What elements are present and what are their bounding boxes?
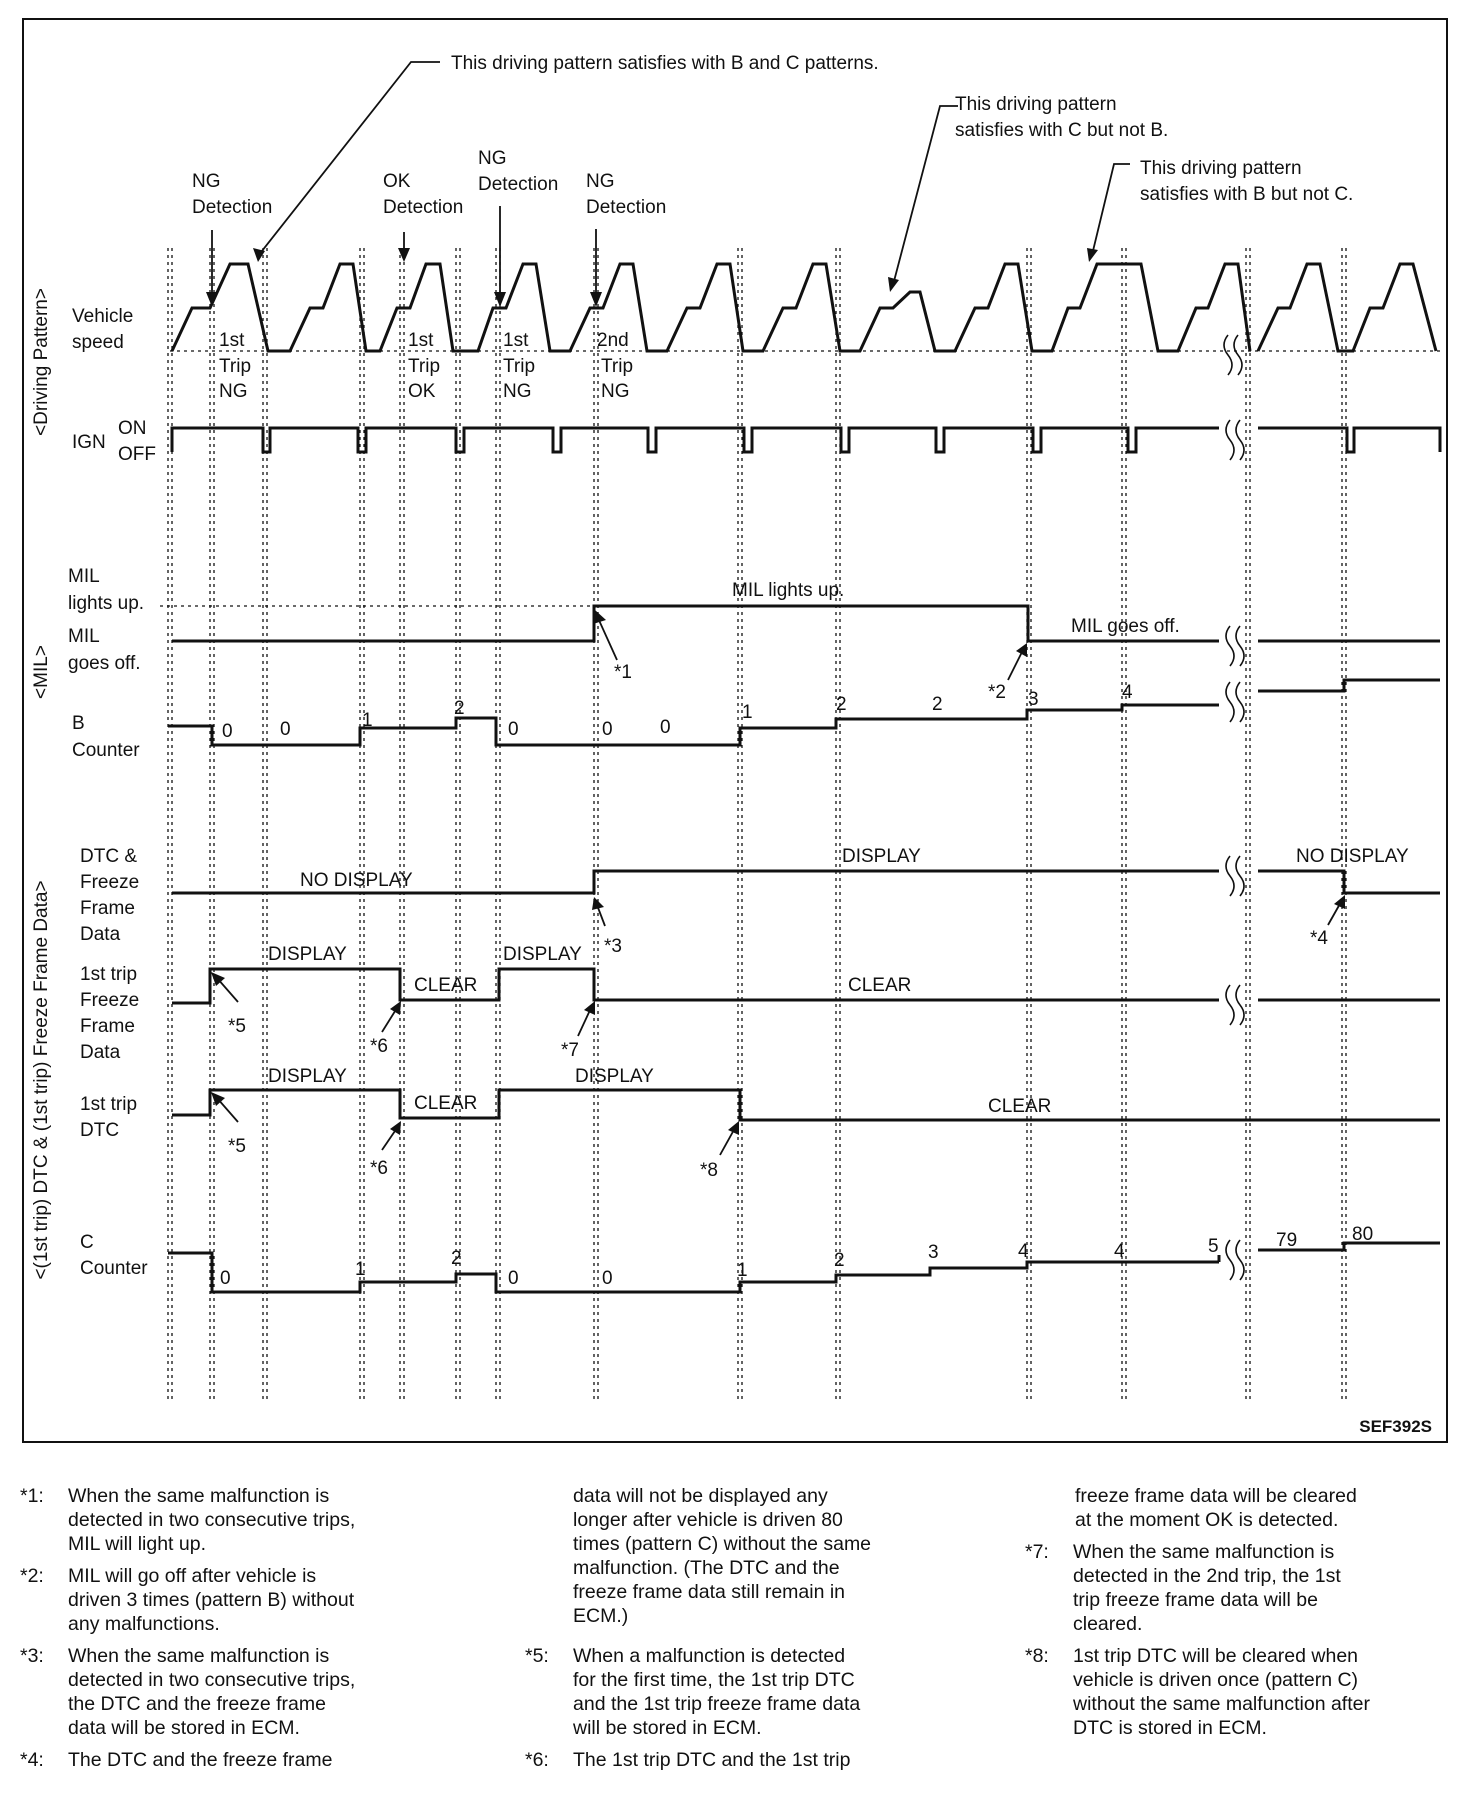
b-value-9: 2 xyxy=(836,694,847,715)
ign-signal xyxy=(172,428,1219,452)
note-2-key: *2: xyxy=(20,1565,44,1587)
ng-detection-3-line2: Detection xyxy=(586,197,667,218)
label-mil-off-1: MIL xyxy=(68,626,100,647)
note-3-line: detected in two consecutive trips, xyxy=(68,1669,356,1691)
trip2-line2: Trip xyxy=(408,356,441,377)
note-4-cont-line: times (pattern C) without the same xyxy=(573,1533,872,1555)
marker-6b: *6 xyxy=(370,1158,388,1179)
note-8-key: *8: xyxy=(1025,1645,1049,1667)
label-mil-off-2: goes off. xyxy=(68,653,141,674)
trip1-line3: NG xyxy=(219,381,248,402)
label-ign: IGN xyxy=(72,432,106,453)
note-4-cont-line: longer after vehicle is driven 80 xyxy=(573,1509,843,1531)
note-7-line: When the same malfunction is xyxy=(1073,1541,1335,1563)
label-fdtc-2: DTC xyxy=(80,1120,120,1141)
label-ign-on: ON xyxy=(118,418,147,439)
ng-detection-2-line2: Detection xyxy=(478,174,559,195)
b-value-4: 2 xyxy=(454,698,465,719)
label-dtc-4: Data xyxy=(80,924,121,945)
note-4-line: The DTC and the freeze frame xyxy=(68,1749,333,1771)
ng-detection-1-line1: NG xyxy=(192,171,221,192)
marker-7: *7 xyxy=(561,1040,579,1061)
label-dtc-2: Freeze xyxy=(80,872,140,893)
note-6-continued xyxy=(1075,1484,1455,1532)
note-7-line: cleared. xyxy=(1073,1613,1143,1635)
label-ff-1: 1st trip xyxy=(80,964,138,985)
marker-3: *3 xyxy=(604,936,622,957)
ign-signal-after-break xyxy=(1258,428,1440,452)
trip3-line1: 1st xyxy=(503,330,529,351)
c-value-5: 0 xyxy=(602,1268,613,1289)
note-7-key: *7: xyxy=(1025,1541,1049,1563)
trip4-line1: 2nd xyxy=(597,330,629,351)
note-7-line: detected in the 2nd trip, the 1st xyxy=(1073,1565,1341,1587)
ng-detection-2-line1: NG xyxy=(478,148,507,169)
note-8-line: vehicle is driven once (pattern C) xyxy=(1073,1669,1359,1691)
note-2-line: MIL will go off after vehicle is xyxy=(68,1565,317,1587)
c-counter-values xyxy=(220,1224,1373,1289)
note-3-line: When the same malfunction is xyxy=(68,1645,330,1667)
marker-1: *1 xyxy=(614,662,632,683)
note-5-line: and the 1st trip freeze frame data xyxy=(573,1693,861,1715)
state-mil-lights-up: MIL lights up. xyxy=(732,580,845,601)
state-fdtc-display: DISPLAY xyxy=(268,1066,347,1087)
note-6-line: The 1st trip DTC and the 1st trip xyxy=(573,1749,851,1771)
state-dtc-no-display-2: NO DISPLAY xyxy=(1296,846,1409,867)
label-mil-up-2: lights up. xyxy=(68,593,145,614)
trip4-line2: Trip xyxy=(601,356,634,377)
state-ff-clear-2: CLEAR xyxy=(848,975,912,996)
note-2-line: driven 3 times (pattern B) without xyxy=(68,1589,355,1611)
group-driving-pattern: <Driving Pattern> xyxy=(31,288,52,436)
note-1-key: *1: xyxy=(20,1485,44,1507)
marker-2: *2 xyxy=(988,682,1006,703)
label-b-counter-1: B xyxy=(72,713,85,734)
b-value-1: 0 xyxy=(222,721,233,742)
note-4-continued xyxy=(573,1484,993,1628)
b-value-7: 0 xyxy=(660,717,671,738)
b-counter-signal xyxy=(168,705,1219,745)
c-value-10: 4 xyxy=(1114,1241,1125,1262)
label-speed: speed xyxy=(72,332,124,353)
callout-leaders xyxy=(206,62,1345,1155)
trip4-line3: NG xyxy=(601,381,630,402)
note-5-line: for the first time, the 1st trip DTC xyxy=(573,1669,855,1691)
note-4-cont-line: freeze frame data still remain in xyxy=(573,1581,846,1603)
note-6-cont-line: at the moment OK is detected. xyxy=(1075,1509,1339,1531)
label-dtc-1: DTC & xyxy=(80,846,137,867)
ign-break-mark xyxy=(1226,420,1244,460)
speed-break-mark xyxy=(1224,335,1242,375)
mil-break-mark xyxy=(1226,626,1244,666)
c-value-1: 0 xyxy=(220,1268,231,1289)
note-7-line: trip freeze frame data will be xyxy=(1073,1589,1318,1611)
callout-b-not-c-line2: satisfies with B but not C. xyxy=(1140,184,1354,205)
c-value-2: 1 xyxy=(355,1259,366,1280)
note-5-line: When a malfunction is detected xyxy=(573,1645,846,1667)
ff-break-mark xyxy=(1226,985,1244,1025)
c-value-6: 1 xyxy=(737,1260,748,1281)
label-vehicle: Vehicle xyxy=(72,306,134,327)
figure-code: SEF392S xyxy=(1359,1417,1432,1436)
marker-5a: *5 xyxy=(228,1016,246,1037)
trip2-line3: OK xyxy=(408,381,436,402)
note-5-line: will be stored in ECM. xyxy=(573,1717,762,1739)
ok-detection-line2: Detection xyxy=(383,197,464,218)
label-ff-2: Freeze xyxy=(80,990,140,1011)
group-dtc: <(1st trip) DTC & (1st trip) Freeze Frame Data> xyxy=(31,880,52,1280)
note-1-line: When the same malfunction is xyxy=(68,1485,330,1507)
b-break-mark xyxy=(1226,682,1244,722)
state-ff-display: DISPLAY xyxy=(268,944,347,965)
note-4-key: *4: xyxy=(20,1749,44,1771)
label-dtc-3: Frame xyxy=(80,898,135,919)
note-3-line: the DTC and the freeze frame xyxy=(68,1693,326,1715)
b-value-5: 0 xyxy=(508,719,519,740)
c-break-mark xyxy=(1226,1240,1244,1280)
label-mil-up-1: MIL xyxy=(68,566,100,587)
callout-c-not-b-line2: satisfies with C but not B. xyxy=(955,120,1169,141)
vehicle-speed-trace-after-break xyxy=(1258,264,1436,351)
first-trip-freeze-frame-signal xyxy=(172,969,1219,1003)
b-value-10: 2 xyxy=(932,694,943,715)
trip3-line3: NG xyxy=(503,381,532,402)
label-c-counter-2: Counter xyxy=(80,1258,148,1279)
note-6-key: *6: xyxy=(525,1749,549,1771)
ng-detection-3-line1: NG xyxy=(586,171,615,192)
note-4-cont-line: ECM.) xyxy=(573,1605,629,1627)
state-fdtc-clear-2: CLEAR xyxy=(988,1096,1052,1117)
state-dtc-no-display: NO DISPLAY xyxy=(300,870,413,891)
note-8-line: DTC is stored in ECM. xyxy=(1073,1717,1267,1739)
dtc-break-mark xyxy=(1226,856,1244,896)
note-8-line: 1st trip DTC will be cleared when xyxy=(1073,1645,1359,1667)
label-ff-4: Data xyxy=(80,1042,121,1063)
b-value-3: 1 xyxy=(362,710,373,731)
b-value-6: 0 xyxy=(602,719,613,740)
note-3-key: *3: xyxy=(20,1645,44,1667)
note-4-cont-line: malfunction. (The DTC and the xyxy=(573,1557,840,1579)
trip-gridlines xyxy=(168,248,1346,1400)
vehicle-speed-trace xyxy=(172,264,1250,351)
label-ign-off: OFF xyxy=(118,444,156,465)
c-value-13: 80 xyxy=(1352,1224,1374,1245)
mil-signal xyxy=(172,606,1219,641)
b-value-8: 1 xyxy=(742,702,753,723)
label-b-counter-2: Counter xyxy=(72,740,140,761)
c-value-4: 0 xyxy=(508,1268,519,1289)
ng-detection-1-line2: Detection xyxy=(192,197,273,218)
note-2-line: any malfunctions. xyxy=(68,1613,220,1635)
trip1-line2: Trip xyxy=(219,356,252,377)
note-1-line: detected in two consecutive trips, xyxy=(68,1509,356,1531)
state-dtc-display: DISPLAY xyxy=(842,846,921,867)
marker-4: *4 xyxy=(1310,928,1328,949)
c-counter-signal xyxy=(168,1253,1219,1292)
b-value-12: 4 xyxy=(1122,682,1133,703)
trip3-line2: Trip xyxy=(503,356,536,377)
c-value-11: 5 xyxy=(1208,1236,1219,1257)
state-mil-goes-off: MIL goes off. xyxy=(1071,616,1180,637)
b-value-2: 0 xyxy=(280,719,291,740)
trip1-line1: 1st xyxy=(219,330,245,351)
note-5-key: *5: xyxy=(525,1645,549,1667)
state-ff-display-2: DISPLAY xyxy=(503,944,582,965)
callout-b-and-c: This driving pattern satisfies with B and C patterns. xyxy=(451,53,879,74)
callout-c-not-b-line1: This driving pattern xyxy=(955,94,1117,115)
dtc-freeze-frame-after-break xyxy=(1258,871,1440,893)
state-fdtc-clear: CLEAR xyxy=(414,1093,478,1114)
note-8-line: without the same malfunction after xyxy=(1073,1693,1370,1715)
c-value-9: 4 xyxy=(1018,1241,1029,1262)
marker-8: *8 xyxy=(700,1160,718,1181)
c-value-3: 2 xyxy=(451,1248,462,1269)
b-counter-after-break xyxy=(1258,680,1440,691)
note-1-line: MIL will light up. xyxy=(68,1533,206,1555)
trip2-line1: 1st xyxy=(408,330,434,351)
label-c-counter-1: C xyxy=(80,1232,94,1253)
group-mil: <MIL> xyxy=(31,645,52,699)
note-3-line: data will be stored in ECM. xyxy=(68,1717,300,1739)
c-value-12: 79 xyxy=(1276,1230,1298,1251)
note-6-cont-line: freeze frame data will be cleared xyxy=(1075,1485,1357,1507)
note-4-cont-line: data will not be displayed any xyxy=(573,1485,828,1507)
c-value-7: 2 xyxy=(834,1250,845,1271)
label-fdtc-1: 1st trip xyxy=(80,1094,138,1115)
ok-detection-line1: OK xyxy=(383,171,411,192)
marker-5b: *5 xyxy=(228,1136,246,1157)
state-ff-clear: CLEAR xyxy=(414,975,478,996)
marker-6a: *6 xyxy=(370,1036,388,1057)
callout-b-not-c-line1: This driving pattern xyxy=(1140,158,1302,179)
state-fdtc-display-2: DISPLAY xyxy=(575,1066,654,1087)
c-value-8: 3 xyxy=(928,1242,939,1263)
b-value-11: 3 xyxy=(1028,689,1039,710)
label-ff-3: Frame xyxy=(80,1016,135,1037)
